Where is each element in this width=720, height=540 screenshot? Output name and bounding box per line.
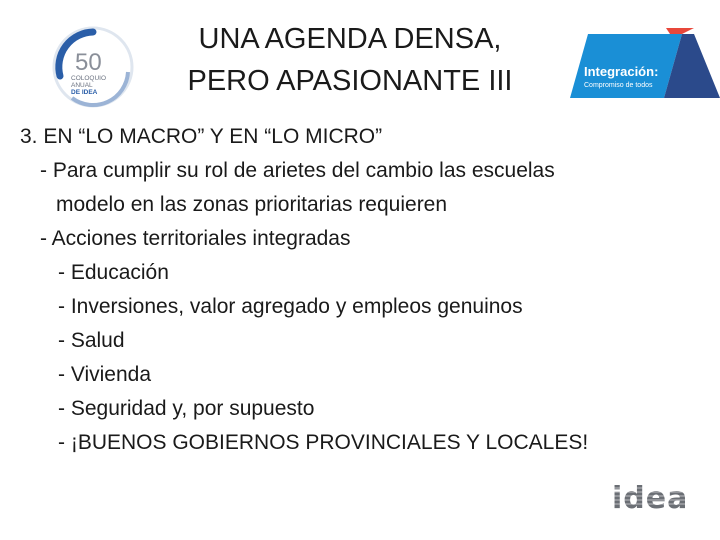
title-line-2: PERO APASIONANTE III [187, 65, 513, 97]
badge-line3: DE IDEA [71, 89, 98, 96]
brand-name: Integración: [584, 64, 659, 79]
sub-list-item: - Inversiones, valor agregado y empleos genuinos [58, 295, 523, 318]
integracion-logo [570, 28, 720, 100]
footer-logo-text: idea [612, 481, 689, 516]
section-heading: 3. EN “LO MACRO” Y EN “LO MICRO” [20, 125, 383, 148]
sub-list-item: - ¡BUENOS GOBIERNOS PROVINCIALES Y LOCALES! [58, 431, 589, 454]
slide-body [20, 120, 710, 460]
sub-list-item: - Seguridad y, por supuesto [58, 397, 315, 420]
page-title [150, 18, 550, 102]
badge-line1: COLOQUIO [71, 75, 107, 82]
coloquio-50-seal-icon [50, 24, 136, 110]
sub-list-item: - Salud [58, 329, 125, 352]
idea-logo-icon [610, 476, 690, 520]
list-item: - Para cumplir su rol de arietes del cambio las escuelas [40, 159, 555, 182]
list-item-continuation: modelo en las zonas prioritarias requieren [56, 193, 448, 216]
badge-line2: ANUAL [71, 82, 93, 89]
sub-list-item: - Vivienda [58, 363, 152, 386]
title-line-1: UNA AGENDA DENSA, [198, 23, 502, 55]
brand-tagline: Compromiso de todos [584, 82, 653, 89]
sub-list-item: - Educación [58, 261, 169, 284]
list-item: - Acciones territoriales integradas [40, 227, 351, 250]
badge-number: 50 [75, 49, 102, 76]
